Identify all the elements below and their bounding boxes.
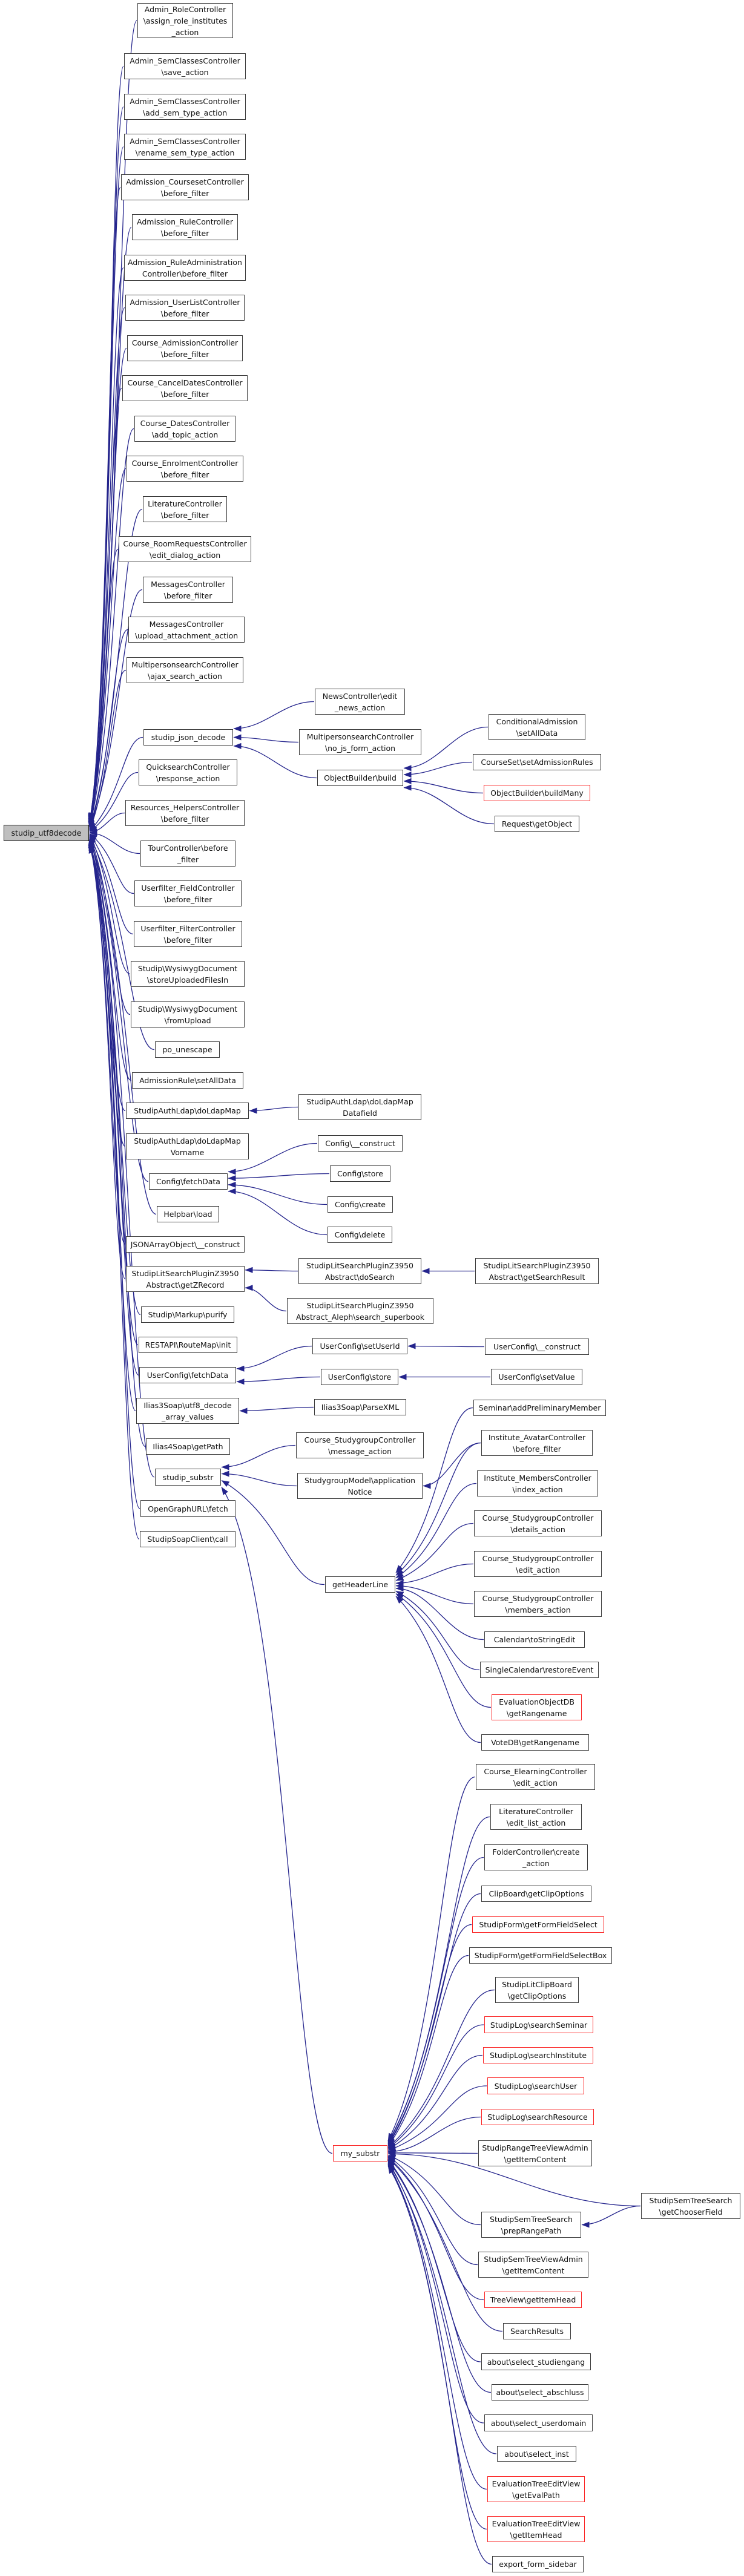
graph-node-n_ldap_datafield[interactable] [298,1094,421,1120]
node-label-line: ObjectBuilder\buildMany [490,788,584,798]
node-label-line: Course_StudygroupController [482,1553,594,1563]
node-label-line: Course_StudygroupController [482,1593,594,1603]
node-label-line: UserConfig\setValue [498,1372,575,1381]
node-label-line: StudipSemTreeViewAdmin [484,2254,583,2264]
node-label-line: StudipLitSearchPluginZ3950 [483,1260,591,1270]
node-label-line: \before_filter [160,814,209,824]
node-label-line: Admission_RuleAdministration [128,257,242,267]
graph-node-c_form_select[interactable] [472,1916,604,1933]
node-label-line: ClipBoard\getClipOptions [489,1889,584,1898]
node-label-line: \before_filter [163,591,212,600]
graph-node-adm_ruleadmin[interactable] [124,255,246,281]
node-label-line: Helpbar\load [163,1210,212,1219]
graph-node-c_z3950_getsearch[interactable] [475,1258,599,1284]
node-label-line: Notice [347,1487,372,1496]
node-label-line: Course_CancelDatesController [127,378,243,387]
node-label-line: Request\getObject [501,819,573,828]
node-label-line: Institute_AvatarController [488,1432,586,1442]
graph-node-c_uc_construct[interactable] [485,1339,589,1355]
graph-node-c_votedb_range[interactable] [481,1734,589,1751]
node-label-line: \index_action [512,1484,563,1494]
graph-node-adm_courseset[interactable] [121,174,249,200]
node-label-line: \no_js_form_action [324,743,396,753]
node-label-line: Abstract\getZRecord [146,1280,225,1290]
graph-node-messages_bf[interactable] [143,577,233,603]
node-label-line: UserConfig\__construct [493,1342,581,1351]
graph-node-admin_role[interactable] [137,3,233,38]
node-label-line: \edit_action [513,1778,558,1788]
graph-node-c_elearning_edit[interactable] [476,1764,595,1790]
node-label-line: UserConfig\setUserId [320,1342,400,1351]
node-label-line: Course_StudygroupController [482,1513,594,1522]
node-label-line: Admin_SemClassesController [130,96,240,106]
node-label-line: QuicksearchController [146,762,230,772]
node-label-line: \before_filter [160,510,209,520]
node-label-line: _news_action [334,703,386,712]
node-label-line: VoteDB\getRangename [491,1738,579,1747]
graph-node-c_courseset_rules[interactable] [473,754,601,770]
graph-node-c_rangetree[interactable] [478,2140,592,2166]
node-label-line: LiteratureController [499,1806,573,1816]
node-label-line: about\select_userdomain [490,2418,587,2428]
graph-node-c_about_userdomain[interactable] [484,2414,593,2431]
node-label-line: Abstract\getSearchResult [489,1272,585,1282]
node-label-line: \members_action [505,1605,571,1614]
node-label-line: studip_utf8decode [11,828,82,837]
graph-node-n_my_substr[interactable] [333,2145,387,2161]
graph-node-admrule_setall[interactable] [132,1072,243,1089]
node-label-line: \fromUpload [164,1015,211,1025]
graph-node-n_uc_setuserid[interactable] [312,1338,407,1354]
node-label-line: \getItemContent [502,2266,565,2275]
node-label-line: _action [522,1858,550,1868]
node-label-line: Ilias3Soap\ParseXML [321,1403,400,1412]
node-label-line: StudipAuthLdap\doLdapMap [306,1096,413,1106]
node-label-line: NewsController\edit [322,691,398,701]
node-label-line: \edit_action [516,1565,560,1575]
graph-node-n_cfg_store[interactable] [330,1165,390,1182]
graph-node-tour[interactable] [140,841,235,867]
node-label-line: StudipForm\getFormFieldSelectBox [474,1951,607,1960]
graph-node-n_uc_store[interactable] [321,1369,398,1385]
node-label-line: Ilias4Soap\getPath [153,1442,223,1451]
node-label-line: about\select_studiengang [487,2357,585,2367]
node-label-line: Userfilter_FieldController [141,883,235,893]
graph-node-uf_field[interactable] [134,880,242,906]
node-label-line: CourseSet\setAdmissionRules [481,758,593,767]
node-label-line: Admin_SemClassesController [130,56,240,65]
graph-node-c_evaltree_itemhead[interactable] [487,2516,585,2542]
node-label-line: Admin_SemClassesController [130,136,240,146]
node-label-line: Course_ElearningController [484,1766,587,1776]
node-label-line: Course_RoomRequestsController [123,539,247,548]
node-label-line: \before_filter [160,349,209,359]
node-label-line: MessagesController [149,619,224,629]
node-label-line: StudipLitClipBoard [502,1979,572,1989]
graph-node-literature_bf[interactable] [143,496,227,522]
node-label-line: LiteratureController [148,499,222,508]
graph-node-ilias4_getpath[interactable] [146,1438,230,1455]
graph-node-c_singlecal_restore[interactable] [480,1662,599,1678]
graph-node-opengraph[interactable] [140,1500,235,1517]
node-label-line: StudipSemTreeSearch [649,2195,732,2205]
graph-node-mps_ajax[interactable] [127,657,243,683]
node-label-line: Course_AdmissionController [131,338,239,347]
node-label-line: \details_action [510,1524,565,1534]
node-label-line: Institute_MembersController [484,1473,591,1483]
node-label-line: _action [171,27,199,37]
node-label-line: Admin_RoleController [144,4,226,14]
node-label-line: SingleCalendar\restoreEvent [485,1665,594,1674]
graph-node-messages_upload[interactable] [128,617,245,643]
graph-node-ldap_map[interactable] [126,1103,249,1119]
node-label-line: Course_DatesController [140,418,230,428]
node-label-line: about\select_inst [504,2449,569,2459]
node-label-line: \setAllData [516,728,558,738]
graph-node-n_ilias3_parsexml[interactable] [314,1399,406,1415]
node-label-line: \response_action [156,773,220,783]
node-label-line: Datafield [343,1108,377,1118]
graph-node-c_condadm[interactable] [489,714,585,740]
node-label-line: \before_filter [163,935,212,945]
node-label-line: \edit_list_action [506,1818,566,1827]
node-label-line: Resources_HelpersController [130,802,240,812]
node-label-line: Studip\WysiwygDocument [137,1004,238,1014]
graph-node-n_sgm_notice[interactable] [297,1473,423,1499]
node-label-line: \before_filter [160,470,209,479]
graph-node-n_cfg_create[interactable] [328,1196,393,1213]
graph-node-course_enrolment[interactable] [127,456,243,482]
node-label-line: Config\fetchData [156,1177,220,1186]
node-label-line: _filter [177,854,199,864]
node-label-line: export_form_sidebar [499,2560,577,2569]
node-label-line: Admission_UserListController [130,297,240,307]
node-label-line: StudipLog\searchInstitute [489,2051,587,2060]
node-label-line: po_unescape [162,1045,212,1054]
node-label-line: \add_topic_action [151,430,219,439]
graph-node-c_csg_details[interactable] [474,1510,602,1536]
graph-node-c_objbuildmany[interactable] [484,785,590,801]
node-label-line: Config\__construct [325,1139,395,1148]
graph-node-n_objbuild[interactable] [317,770,403,786]
graph-node-c_log_seminar[interactable] [484,2016,593,2033]
node-label-line: StudipAuthLdap\doLdapMap [134,1106,241,1115]
node-label-line: \getClipOptions [507,1991,567,2001]
node-label-line: ObjectBuilder\build [324,773,397,782]
graph-node-c_req_getobject[interactable] [495,816,579,832]
node-label-line: \add_sem_type_action [142,108,228,117]
node-label-line: EvaluationObjectDB [499,1697,574,1706]
node-label-line: TourController\before [148,843,228,853]
graph-node-adm_rule[interactable] [132,214,238,240]
graph-node-n_news[interactable] [315,689,405,715]
graph-node-c_evalobj_range[interactable] [492,1694,582,1720]
node-label-line: Course_EnrolmentController [131,458,239,468]
graph-node-c_lit_editlist[interactable] [490,1804,582,1830]
node-label-line: \prepRangePath [501,2226,562,2235]
node-label-line: \storeUploadedFilesIn [146,975,229,985]
node-label-line: \before_filter [160,309,209,318]
node-label-line: _array_values [162,1412,214,1421]
node-label-line: OpenGraphURL\fetch [148,1504,228,1513]
graph-node-c_semtree_prep[interactable] [481,2212,581,2238]
graph-node-n_csg_message[interactable] [296,1432,424,1458]
node-label-line: Config\create [335,1200,386,1209]
graph-node-c_about_studiengang[interactable] [481,2353,591,2370]
graph-node-n_z3950_aleph[interactable] [287,1298,433,1324]
graph-node-c_cal_tostringedit[interactable] [484,1631,585,1648]
graph-node-ldap_vorname[interactable] [126,1133,249,1159]
node-label-line: MessagesController [151,579,225,589]
node-label-line: StudygroupModel\application [304,1475,416,1485]
node-label-line: StudipLitSearchPluginZ3950 [131,1268,239,1278]
node-label-line: \edit_dialog_action [149,550,221,560]
node-label-line: StudipLog\searchUser [494,2081,578,2091]
graph-node-c_evaltree_evalpath[interactable] [487,2476,585,2502]
node-label-line: MultipersonsearchController [306,732,414,741]
node-label-line: RESTAPI\RouteMap\init [145,1340,231,1349]
graph-node-c_chooser[interactable] [641,2193,740,2219]
graph-node-c_csg_edit[interactable] [474,1551,602,1577]
node-label-line: UserConfig\store [328,1372,392,1381]
graph-node-course_roomreq[interactable] [119,536,251,562]
node-label-line: Abstract_Aleph\search_superbook [296,1312,424,1322]
node-label-line: Studip\WysiwygDocument [137,963,238,973]
graph-node-userconfig_fetch[interactable] [139,1367,236,1383]
node-label-line: \save_action [161,67,209,77]
node-label-line: EvaluationTreeEditView [492,2479,581,2488]
graph-node-c_csg_members[interactable] [474,1591,602,1617]
graph-node-c_log_institute[interactable] [483,2047,593,2063]
graph-node-wysiwyg_from[interactable] [131,1001,245,1027]
graph-node-po_unescape[interactable] [155,1041,220,1058]
graph-node-ilias3_utf8[interactable] [136,1398,239,1424]
node-label-line: getHeaderLine [332,1580,389,1589]
node-label-line: studip_json_decode [151,733,226,742]
node-label-line: Abstract\doSearch [324,1272,395,1282]
node-label-line: \before_filter [160,389,209,399]
graph-node-semclasses_rename[interactable] [124,134,246,160]
node-label-line: Course_StudygroupController [304,1435,416,1444]
graph-node-utf8 [4,825,89,841]
graph-node-wysiwyg_store[interactable] [131,961,245,987]
node-label-line: \message_action [328,1446,392,1456]
graph-node-res_helpers[interactable] [125,800,245,826]
graph-node-n_cfg_delete[interactable] [328,1227,392,1243]
node-label-line: StudipLog\searchSeminar [490,2020,588,2030]
node-label-line: SearchResults [510,2327,564,2336]
node-label-line: StudipLitSearchPluginZ3950 [306,1260,414,1270]
node-label-line: StudipAuthLdap\doLdapMap [134,1136,241,1145]
node-label-line: Controller\before_filter [142,269,228,278]
node-label-line: TreeView\getItemHead [490,2295,576,2304]
node-label-line: my_substr [340,2149,380,2158]
node-label-line: Admission_CoursesetController [126,177,244,186]
graph-node-c_uc_setvalue[interactable] [491,1369,582,1385]
graph-node-n_z3950_dosearch[interactable] [298,1258,421,1284]
node-label-line: \before_filter [160,188,209,198]
node-label-line: Ilias3Soap\utf8_decode [143,1400,232,1410]
graph-node-semclasses_save[interactable] [124,53,246,79]
graph-node-c_inst_members[interactable] [477,1470,598,1496]
node-label-line: JSONArrayObject\__construct [130,1240,240,1249]
graph-node-z3950_getz[interactable] [126,1266,245,1292]
graph-node-quicksearch[interactable] [139,759,237,785]
node-label-line: \rename_sem_type_action [135,148,235,157]
node-label-line: Admission_RuleController [137,217,233,226]
graph-node-soapclient[interactable] [140,1531,235,1547]
graph-node-config_fetch[interactable] [149,1173,228,1190]
graph-node-n_mps_nojs[interactable] [299,729,421,755]
graph-node-helpbar[interactable] [157,1206,219,1222]
graph-node-jsonarray[interactable] [126,1236,245,1253]
graph-node-c_litclip[interactable] [495,1977,579,2003]
graph-node-restapi[interactable] [139,1337,237,1353]
graph-node-c_folder_create[interactable] [484,1844,588,1870]
node-label-line: Userfilter_FilterController [140,923,235,933]
node-label-line: \before_filter [160,228,209,238]
node-label-line: FolderController\create [492,1847,580,1857]
graph-node-c_log_user[interactable] [487,2077,584,2094]
graph-node-c_searchresults[interactable] [503,2323,571,2339]
node-label-line: StudipLitSearchPluginZ3950 [306,1300,414,1310]
node-label-line: Seminar\addPreliminaryMember [478,1403,601,1412]
node-label-line: \assign_role_institutes [143,16,228,25]
node-label-line: studip_substr [162,1472,214,1482]
node-label-line: \getItemContent [504,2154,567,2164]
node-label-line: \upload_attachment_action [134,631,239,640]
node-label-line: \getRangename [506,1708,567,1718]
graph-node-c_inst_avatar[interactable] [481,1430,593,1456]
node-label-line: \before_filter [163,894,212,904]
node-label-line: Config\delete [334,1230,386,1239]
node-label-line: Studip\Markup\purify [148,1310,228,1319]
graph-node-json_decode[interactable] [143,729,233,746]
graph-node-c_sem_addprelim[interactable] [473,1400,606,1416]
graph-node-uf_filter[interactable] [134,921,242,947]
graph-node-c_clipboard[interactable] [481,1886,591,1902]
graph-node-n_getheaderline[interactable] [325,1576,395,1593]
node-label-line: \before_filter [513,1444,561,1454]
graph-node-c_form_selectbox[interactable] [469,1947,612,1964]
node-label-line: \getItemHead [510,2530,562,2540]
node-label-line: MultipersonsearchController [131,660,239,669]
node-label-line: StudipRangeTreeViewAdmin [482,2143,588,2152]
graph-node-course_admission[interactable] [127,335,243,361]
node-label-line: \ajax_search_action [148,671,222,681]
graph-node-n_cfg_construct[interactable] [318,1135,403,1152]
node-label-line: about\select_abschluss [496,2388,584,2397]
graph-node-course_dates[interactable] [134,416,235,442]
node-label-line: Calendar\toStringEdit [493,1635,576,1644]
graph-node-markup_purify[interactable] [141,1306,234,1323]
graph-node-semclasses_add[interactable] [124,94,246,120]
node-label-line: Vorname [170,1147,205,1157]
node-label-line: \getChooserField [659,2207,723,2217]
node-label-line: StudipSoapClient\call [147,1535,228,1544]
node-label-line: AdmissionRule\setAllData [139,1076,236,1085]
graph-node-c_semtreeview[interactable] [478,2252,588,2278]
node-label-line: StudipSemTreeSearch [490,2214,573,2224]
node-label-line: ConditionalAdmission [496,716,578,726]
node-label-line: StudipLog\searchResource [487,2112,588,2122]
node-label-line: StudipForm\getFormFieldSelect [479,1920,598,1929]
graph-node-c_export_sidebar[interactable] [492,2556,584,2572]
node-label-line: Config\store [337,1169,383,1178]
graph-node-course_canceldates[interactable] [122,375,248,401]
node-label-line: UserConfig\fetchData [146,1371,229,1380]
graph-node-c_about_abschluss[interactable] [492,2384,588,2401]
graph-node-c_log_resource[interactable] [481,2109,594,2125]
graph-node-adm_userlist[interactable] [125,295,245,321]
graph-node-c_treeview_head[interactable] [484,2292,582,2308]
node-label-line: EvaluationTreeEditView [492,2519,581,2528]
node-label-line: \getEvalPath [512,2490,560,2500]
graph-node-studip_substr[interactable] [155,1469,221,1486]
graph-node-c_about_inst[interactable] [497,2446,576,2462]
